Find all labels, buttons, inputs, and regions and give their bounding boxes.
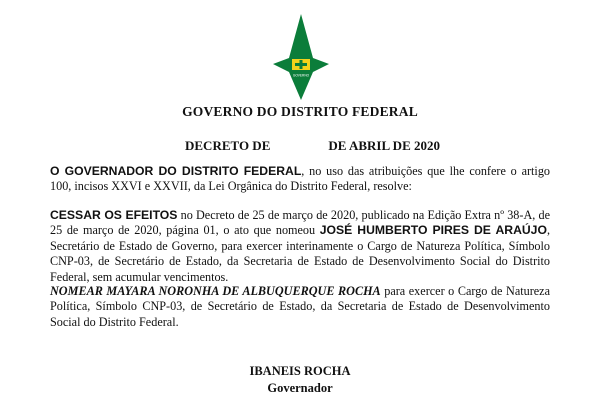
paragraph-cessar [50,208,550,285]
paragraph-nomear [50,284,550,330]
nomear-body: para exercer o Cargo de Natureza Política, Símbolo CNP-03, de Secretário de Estado, da Secretaria de Estado de Desenvolvimento Social do Distrito Federal. [50,284,550,329]
emblem-label: GOVERNO [292,73,310,78]
nomear-lead: NOMEAR MAYARA NORONHA DE ALBUQUERQUE ROCHA [50,284,381,298]
decree-prefix: DECRETO DE [185,138,271,153]
governor-lead: O GOVERNADOR DO DISTRITO FEDERAL [50,164,302,178]
cessar-name: JOSÉ HUMBERTO PIRES DE ARAÚJO [319,223,547,238]
governor-body: , no uso das atribuições que lhe confere o artigo 100, incisos XXVI e XXVII, da Lei Orgânica do Distrito Federal, resolve: [50,164,551,194]
government-title: GOVERNO DO DISTRITO FEDERAL [182,104,418,119]
cessar-body-1: no Decreto de 25 de março de 2020, publicado na Edição Extra nº 38-A, de 25 de março de 2020, página 01, o ato que nomeou [50,208,550,238]
signature-name: IBANEIS ROCHA [249,364,351,378]
decree-date: DE ABRIL DE 2020 [328,138,440,153]
paragraph-governor [50,164,550,195]
cessar-body-2: , Secretário de Estado de Governo, para exercer interinamente o Cargo de Natureza Política, Símbolo CNP-03, de Secretário de Estado, da Secretaria de Estado de Desenvolvimento Social do Distrito Federal, sem acumular vencimentos. [50,223,550,284]
signature-role: Governador [267,381,333,395]
gdf-emblem-icon [273,14,329,100]
cessar-lead: CESSAR OS EFEITOS [50,208,178,222]
decree-heading [185,138,440,154]
